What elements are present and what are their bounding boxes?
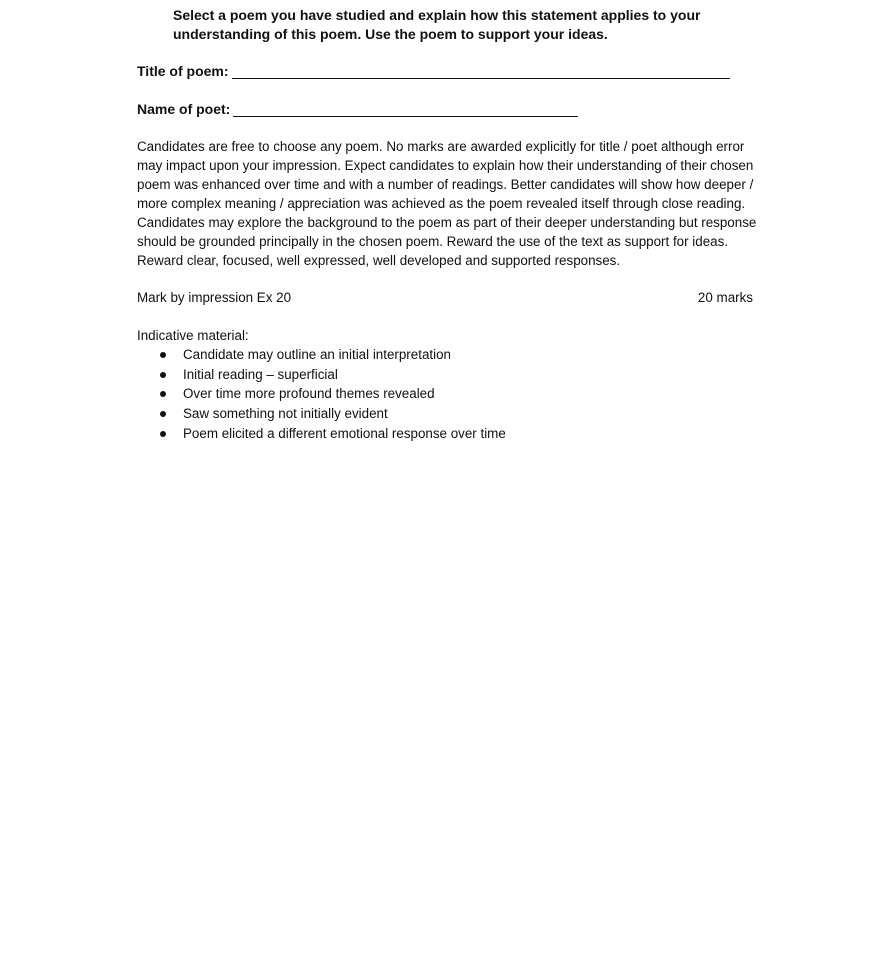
list-item-text: Saw something not initially evident — [183, 406, 388, 422]
title-of-poem-label: Title of poem: — [137, 63, 229, 79]
list-item-text: Candidate may outline an initial interpretation — [183, 347, 451, 362]
title-of-poem-blank-line — [232, 64, 730, 79]
name-of-poet-label: Name of poet: — [137, 101, 231, 117]
list-item — [137, 384, 506, 404]
list-item — [137, 365, 506, 385]
title-of-poem-row — [137, 62, 730, 81]
bullet-icon — [160, 411, 166, 417]
indicative-material-heading: Indicative material: — [137, 328, 249, 343]
list-item — [137, 404, 506, 424]
list-item-text: Poem elicited a different emotional response over time — [183, 425, 506, 441]
list-item-text: Initial reading – superficial — [183, 366, 338, 382]
bullet-icon — [160, 372, 166, 378]
mark-row — [137, 288, 753, 307]
marks-total: 20 marks — [697, 290, 753, 305]
name-of-poet-blank-line — [233, 102, 578, 117]
bullet-icon — [160, 431, 166, 437]
list-item-text: Over time more profound themes revealed — [183, 386, 435, 402]
list-item — [137, 424, 506, 444]
bullet-icon — [160, 352, 166, 358]
name-of-poet-row — [137, 100, 578, 119]
marking-guidance-paragraph: Candidates are free to choose any poem. No marks are awarded explicitly for title / poet although error may impact upon your impression. Expect candidates to explain how their understanding of their chosen poem was enhanced over time and with a number of readings. Better candidates will show how deeper / more complex meaning / appreciation was achieved as the poem revealed itself through close reading. Candidates may explore the background to the poem as part of their deeper understanding but response should be grounded principally in the chosen poem. Reward the use of the text as support for ideas. Reward clear, focused, well expressed, well developed and supported responses. — [137, 139, 757, 268]
mark-method: Mark by impression Ex 20 — [137, 290, 292, 305]
list-item — [137, 345, 506, 365]
question-instruction: Select a poem you have studied and explain how this statement applies to your understanding of this poem. Use the poem to support your ideas. — [173, 7, 701, 42]
indicative-material-list — [137, 345, 506, 443]
bullet-icon — [160, 391, 166, 397]
